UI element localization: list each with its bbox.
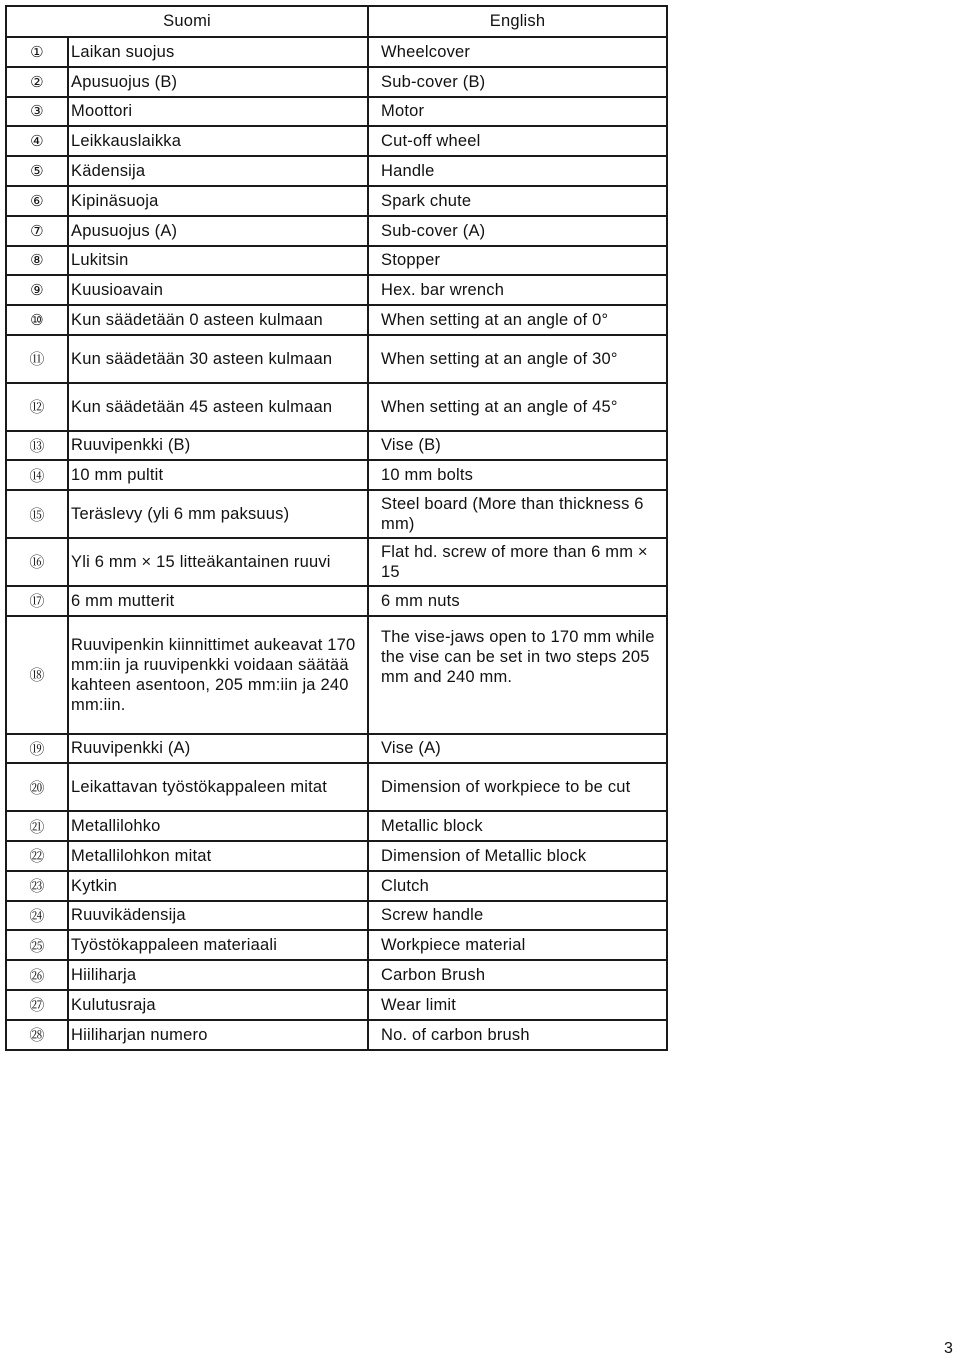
item-number: ⑪ (6, 335, 68, 383)
table-row (6, 275, 667, 305)
english-term: Flat hd. screw of more than 6 mm × 15 (368, 538, 667, 586)
finnish-term: Hiiliharjan numero (68, 1020, 368, 1050)
item-number: ㉖ (6, 960, 68, 990)
item-number: ㉗ (6, 990, 68, 1020)
finnish-term: Työstökappaleen materiaali (68, 930, 368, 960)
english-term: Wheelcover (368, 37, 667, 67)
item-number: ⑩ (6, 305, 68, 335)
table-row (6, 156, 667, 186)
english-term: Sub-cover (A) (368, 216, 667, 246)
table-row (6, 305, 667, 335)
item-number: ⑥ (6, 186, 68, 216)
english-term: Motor (368, 97, 667, 127)
item-number: ⑨ (6, 275, 68, 305)
english-term: Screw handle (368, 901, 667, 931)
table-row (6, 431, 667, 461)
english-term: Cut-off wheel (368, 126, 667, 156)
finnish-term: Kulutusraja (68, 990, 368, 1020)
english-term: Metallic block (368, 811, 667, 841)
english-term: 6 mm nuts (368, 586, 667, 616)
finnish-term: Leikkauslaikka (68, 126, 368, 156)
table-row (6, 734, 667, 764)
english-term: Wear limit (368, 990, 667, 1020)
item-number: ㉔ (6, 901, 68, 931)
item-number: ⑱ (6, 616, 68, 734)
table-row (6, 490, 667, 538)
table-row (6, 871, 667, 901)
table-row (6, 990, 667, 1020)
finnish-term: Ruuvipenkki (A) (68, 734, 368, 764)
finnish-term: Yli 6 mm × 15 litteäkantainen ruuvi (68, 538, 368, 586)
english-term: Vise (B) (368, 431, 667, 461)
finnish-term: 6 mm mutterit (68, 586, 368, 616)
english-term: Dimension of Metallic block (368, 841, 667, 871)
header-suomi: Suomi (6, 6, 368, 37)
parts-table (5, 5, 668, 1051)
item-number: ⑭ (6, 460, 68, 490)
table-row (6, 538, 667, 586)
table-row (6, 1020, 667, 1050)
english-term: Sub-cover (B) (368, 67, 667, 97)
item-number: ⑳ (6, 763, 68, 811)
finnish-term: Kuusioavain (68, 275, 368, 305)
english-term: Carbon Brush (368, 960, 667, 990)
item-number: ⑫ (6, 383, 68, 431)
english-term: No. of carbon brush (368, 1020, 667, 1050)
finnish-term: Lukitsin (68, 246, 368, 276)
english-term: When setting at an angle of 0° (368, 305, 667, 335)
table-row (6, 97, 667, 127)
english-term: Dimension of workpiece to be cut (368, 763, 667, 811)
table-row (6, 335, 667, 383)
table-row (6, 67, 667, 97)
finnish-term: Moottori (68, 97, 368, 127)
finnish-term: Kädensija (68, 156, 368, 186)
english-term: Workpiece material (368, 930, 667, 960)
finnish-term: Apusuojus (B) (68, 67, 368, 97)
item-number: ㉓ (6, 871, 68, 901)
english-term: Handle (368, 156, 667, 186)
table-row (6, 811, 667, 841)
finnish-term: Hiiliharja (68, 960, 368, 990)
table-row (6, 37, 667, 67)
page-number: 3 (944, 1340, 953, 1357)
finnish-term: Ruuvipenkki (B) (68, 431, 368, 461)
item-number: ⑬ (6, 431, 68, 461)
english-term: The vise-jaws open to 170 mm while the vise can be set in two steps 205 mm and 240 mm. (368, 616, 667, 734)
table-row (6, 586, 667, 616)
item-number: ⑮ (6, 490, 68, 538)
table-row (6, 186, 667, 216)
finnish-term: Metallilohko (68, 811, 368, 841)
finnish-term: Kun säädetään 45 asteen kulmaan (68, 383, 368, 431)
table-row (6, 841, 667, 871)
finnish-term: Laikan suojus (68, 37, 368, 67)
finnish-term: Metallilohkon mitat (68, 841, 368, 871)
table-row (6, 960, 667, 990)
item-number: ⑤ (6, 156, 68, 186)
english-term: Spark chute (368, 186, 667, 216)
english-term: When setting at an angle of 30° (368, 335, 667, 383)
finnish-term: Kytkin (68, 871, 368, 901)
table-row (6, 216, 667, 246)
item-number: ① (6, 37, 68, 67)
english-term: Clutch (368, 871, 667, 901)
item-number: ⑲ (6, 734, 68, 764)
table-row (6, 763, 667, 811)
item-number: ② (6, 67, 68, 97)
finnish-term: Teräslevy (yli 6 mm paksuus) (68, 490, 368, 538)
finnish-term: Apusuojus (A) (68, 216, 368, 246)
table-row (6, 126, 667, 156)
item-number: ⑰ (6, 586, 68, 616)
finnish-term: 10 mm pultit (68, 460, 368, 490)
table-row (6, 901, 667, 931)
item-number: ⑯ (6, 538, 68, 586)
item-number: ③ (6, 97, 68, 127)
item-number: ㉕ (6, 930, 68, 960)
finnish-term: Kun säädetään 0 asteen kulmaan (68, 305, 368, 335)
header-english: English (368, 6, 667, 37)
item-number: ⑦ (6, 216, 68, 246)
item-number: ⑧ (6, 246, 68, 276)
english-term: When setting at an angle of 45° (368, 383, 667, 431)
table-row (6, 460, 667, 490)
english-term: Vise (A) (368, 734, 667, 764)
item-number: ㉑ (6, 811, 68, 841)
table-row (6, 383, 667, 431)
english-term: Stopper (368, 246, 667, 276)
finnish-term: Leikattavan työstökappaleen mitat (68, 763, 368, 811)
table-row (6, 246, 667, 276)
item-number: ㉘ (6, 1020, 68, 1050)
english-term: 10 mm bolts (368, 460, 667, 490)
finnish-term: Ruuvipenkin kiinnittimet aukeavat 170 mm:iin ja ruuvipenkki voidaan säätää kahteen asentoon, 205 mm:iin ja 240 mm:iin. (68, 616, 368, 734)
item-number: ④ (6, 126, 68, 156)
table-row (6, 616, 667, 734)
item-number: ㉒ (6, 841, 68, 871)
english-term: Steel board (More than thickness 6 mm) (368, 490, 667, 538)
table-row (6, 930, 667, 960)
finnish-term: Kipinäsuoja (68, 186, 368, 216)
finnish-term: Ruuvikädensija (68, 901, 368, 931)
finnish-term: Kun säädetään 30 asteen kulmaan (68, 335, 368, 383)
english-term: Hex. bar wrench (368, 275, 667, 305)
header-row (6, 6, 667, 37)
